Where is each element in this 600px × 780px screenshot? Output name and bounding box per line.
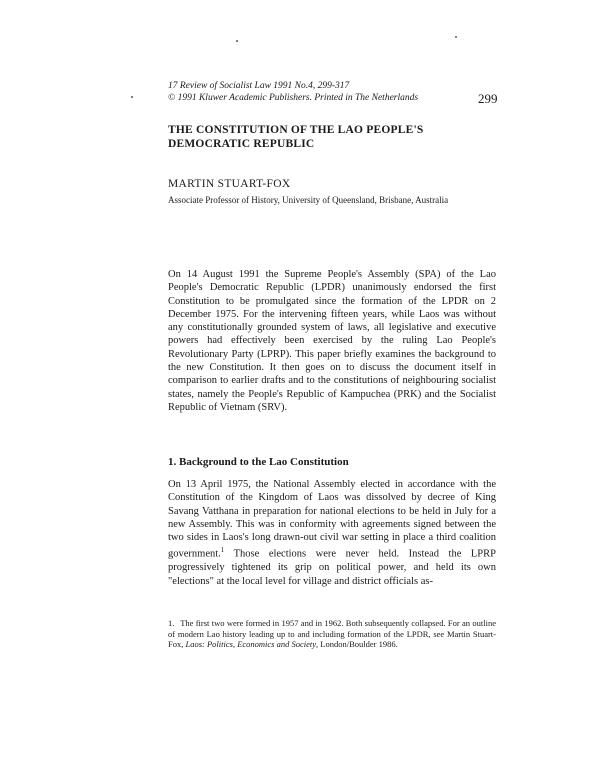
body-text-part-2: Those elections were never held. Instead the LPRP progressively tightened its grip on political power, and held its own "elections" at the local level for village and district officials as- — [168, 548, 496, 587]
footnote-number: 1. — [168, 618, 175, 628]
page-number: 299 — [478, 91, 498, 106]
journal-citation — [168, 80, 458, 104]
author-affiliation: Associate Professor of History, University of Queensland, Brisbane, Australia — [168, 195, 449, 205]
footnote-book-title: Laos: Politics, Economics and Society — [185, 639, 317, 649]
article-title: THE CONSTITUTION OF THE LAO PEOPLE'S DEMOCRATIC REPUBLIC — [168, 124, 424, 150]
footnote-text-part-1: The first two were formed in 1957 and in 1962. Both subsequently collapsed. For an outline of modern Lao history leading up to and including formation of the LPDR, see Martin Stuart-Fox, — [168, 618, 496, 649]
section-heading: 1. Background to the Lao Constitution — [168, 456, 349, 468]
scan-speck — [131, 96, 133, 98]
scan-speck — [236, 40, 238, 42]
section-body — [168, 478, 496, 588]
author-name: MARTIN STUART-FOX — [168, 178, 291, 190]
body-text-part-1: On 13 April 1975, the National Assembly elected in accordance with the Constitution of the Kingdom of Laos was dissolved by decree of King Savang Vatthana in preparation for national elections to be held in July for a new Assembly. This was in conformity with agreements signed between the two sides in Laos's long drawn-out civil war setting in place a third coalition government. — [168, 479, 496, 560]
footnote-text-part-2: , London/Boulder 1986. — [316, 639, 398, 649]
journal-line-2: © 1991 Kluwer Academic Publishers. Printed in The Netherlands — [168, 93, 419, 103]
footnote-marker: 1 — [220, 546, 225, 555]
abstract-paragraph: On 14 August 1991 the Supreme People's Assembly (SPA) of the Lao People's Democratic Republic (LPDR) unanimously endorsed the first Constitution to be promulgated since the formation of the LPDR on 2 December 1975. For the intervening fifteen years, while Laos was without any constitutionally grounded system of laws, all legislative and executive powers had effectively been exercised by the ruling Lao People's Revolutionary Party (LPRP). This paper briefly examines the background to the new Constitution. It then goes on to discuss the document itself in comparison to earlier drafts and to the constitutions of neighbouring socialist states, namely the People's Republic of Kampuchea (PRK) and the Socialist Republic of Vietnam (SRV). — [168, 269, 496, 413]
journal-line-1: 17 Review of Socialist Law 1991 No.4, 299-317 — [168, 81, 350, 91]
scan-speck — [455, 36, 457, 38]
footnote — [168, 618, 496, 650]
